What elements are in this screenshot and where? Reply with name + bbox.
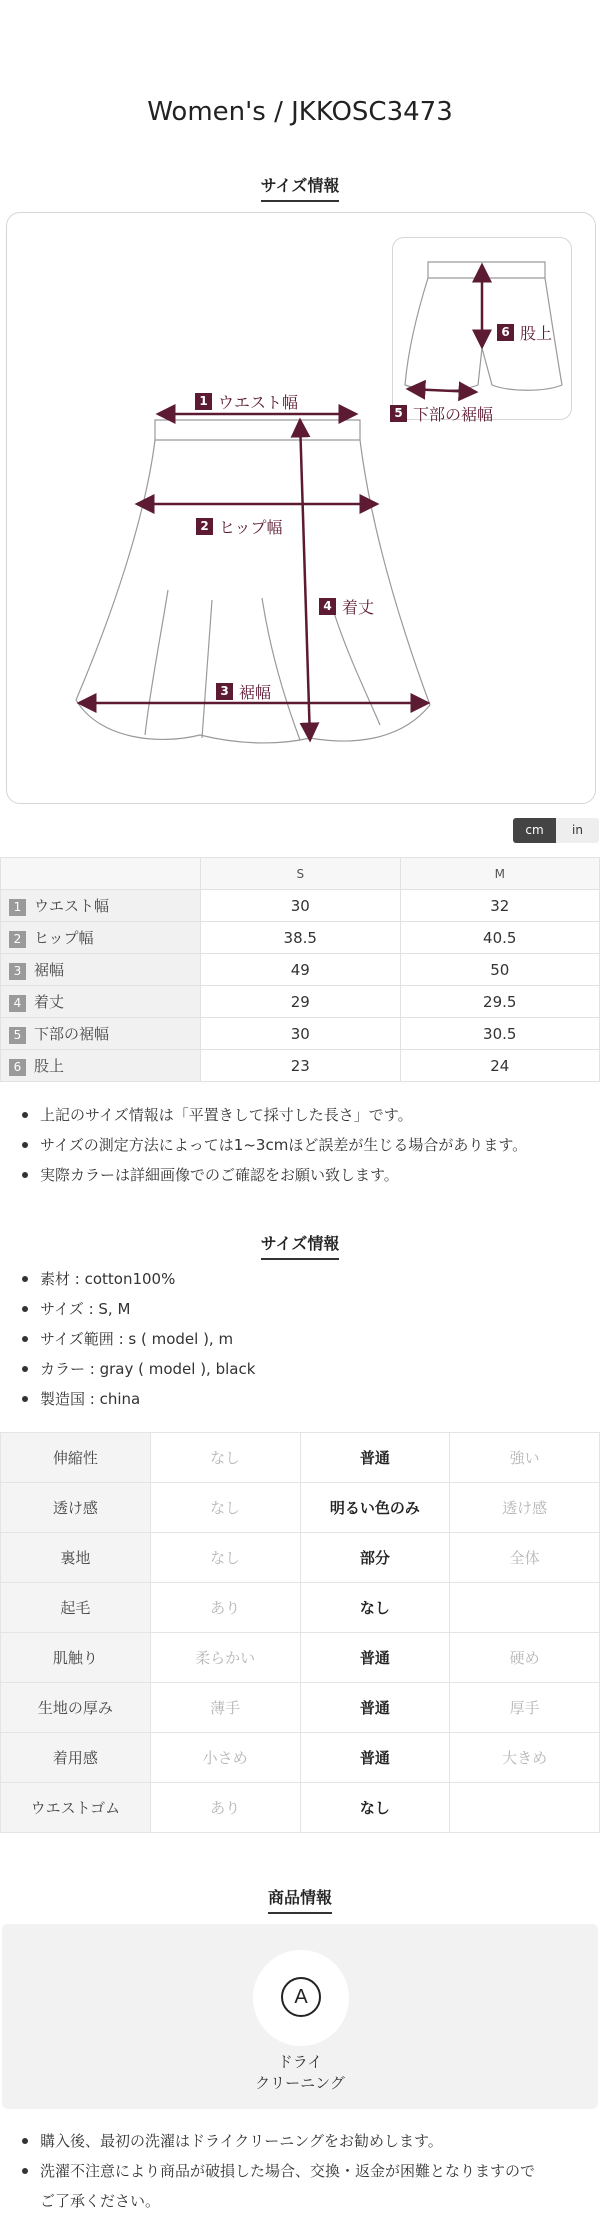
section-heading-product-info	[0, 1885, 600, 1914]
fabric-label: 着用感	[1, 1733, 151, 1783]
row-label-text: 着丈	[34, 993, 65, 1011]
care-label-line1: ドライ	[277, 2053, 323, 2071]
material-notes-list	[18, 1264, 588, 1414]
page-title: Women's / JKKOSC3473	[147, 97, 453, 127]
size-cell: 32	[400, 890, 600, 922]
fabric-option-selected: 部分	[300, 1533, 450, 1583]
fabric-option: 全体	[450, 1533, 600, 1583]
size-header-s: S	[201, 858, 401, 890]
size-cell: 30	[201, 890, 401, 922]
label-rise	[497, 321, 552, 344]
fabric-table	[0, 1432, 600, 1833]
fabric-label: 裏地	[1, 1533, 151, 1583]
label-hem-width	[216, 680, 271, 703]
measure-label: 下部の裾幅	[413, 405, 494, 424]
unit-cm-button[interactable]: cm	[513, 818, 556, 843]
list-item: サイズ範囲 : s ( model ), m	[18, 1324, 588, 1354]
fabric-option: あり	[150, 1783, 300, 1833]
label-lower-hem-width	[390, 402, 493, 425]
label-waist-width	[195, 390, 298, 413]
size-cell: 24	[400, 1050, 600, 1082]
fabric-option: なし	[150, 1433, 300, 1483]
list-item-text: 洗濯不注意により商品が破損した場合、交換・返金が困難となりますので	[40, 2162, 536, 2180]
fabric-option	[450, 1583, 600, 1633]
list-item-text: ご了承ください。	[40, 2192, 161, 2210]
size-notes-list	[18, 1100, 588, 1190]
fabric-option: 強い	[450, 1433, 600, 1483]
fabric-option-selected: 普通	[300, 1733, 450, 1783]
list-item: カラー : gray ( model ), black	[18, 1354, 588, 1384]
fabric-option: 硬め	[450, 1633, 600, 1683]
row-number-badge: 2	[9, 931, 26, 948]
table-row	[1, 1583, 600, 1633]
row-number-badge: 1	[9, 899, 26, 916]
size-cell: 49	[201, 954, 401, 986]
table-row	[1, 1483, 600, 1533]
size-header-blank	[1, 858, 201, 890]
table-row	[1, 1733, 600, 1783]
row-label-text: 裾幅	[34, 961, 65, 979]
care-label-line2: クリーニング	[255, 2074, 345, 2092]
size-cell: 29.5	[400, 986, 600, 1018]
size-cell: 30	[201, 1018, 401, 1050]
table-row	[1, 1633, 600, 1683]
size-cell: 23	[201, 1050, 401, 1082]
row-label	[1, 954, 201, 986]
label-length	[319, 595, 374, 618]
fabric-option: 柔らかい	[150, 1633, 300, 1683]
size-table	[0, 857, 600, 1082]
fabric-option: なし	[150, 1533, 300, 1583]
table-row	[1, 954, 600, 986]
section-heading-label: サイズ情報	[261, 1231, 340, 1260]
row-label	[1, 922, 201, 954]
fabric-option-selected: なし	[300, 1583, 450, 1633]
row-number-badge: 5	[9, 1027, 26, 1044]
row-label	[1, 890, 201, 922]
size-cell: 40.5	[400, 922, 600, 954]
fabric-option-selected: 普通	[300, 1633, 450, 1683]
list-item: サイズ : S, M	[18, 1294, 588, 1324]
list-item	[18, 2156, 588, 2216]
fabric-option: 大きめ	[450, 1733, 600, 1783]
list-item: サイズの測定方法によっては1~3cmほど誤差が生じる場合があります。	[18, 1130, 588, 1160]
fabric-label: 伸縮性	[1, 1433, 151, 1483]
measure-number-badge: 2	[196, 518, 213, 535]
size-table-header	[1, 858, 600, 890]
fabric-option: 小さめ	[150, 1733, 300, 1783]
fabric-option: なし	[150, 1483, 300, 1533]
fabric-option: 薄手	[150, 1683, 300, 1733]
measurement-arrows	[79, 265, 482, 740]
measure-label: 着丈	[342, 598, 375, 617]
size-cell: 38.5	[201, 922, 401, 954]
table-row	[1, 1050, 600, 1082]
list-item: 実際カラーは詳細画像でのご確認をお願い致します。	[18, 1160, 588, 1190]
measure-number-badge: 3	[216, 683, 233, 700]
skirt-diagram	[0, 0, 600, 810]
row-label-text: 下部の裾幅	[34, 1025, 110, 1043]
fabric-option: あり	[150, 1583, 300, 1633]
unit-toggle	[513, 818, 599, 843]
list-item: 上記のサイズ情報は「平置きして採寸した長さ」です。	[18, 1100, 588, 1130]
unit-in-button[interactable]: in	[556, 818, 599, 843]
section-heading-label: 商品情報	[268, 1885, 332, 1914]
label-hip-width	[196, 515, 283, 538]
table-row	[1, 890, 600, 922]
list-item: 購入後、最初の洗濯はドライクリーニングをお勧めします。	[18, 2126, 588, 2156]
table-row	[1, 922, 600, 954]
measure-number-badge: 4	[319, 598, 336, 615]
measure-label: ヒップ幅	[219, 518, 283, 537]
table-row	[1, 1433, 600, 1483]
fabric-option: 厚手	[450, 1683, 600, 1733]
row-number-badge: 6	[9, 1059, 26, 1076]
row-label-text: ヒップ幅	[34, 929, 94, 947]
size-header-m: M	[400, 858, 600, 890]
fabric-option-selected: 普通	[300, 1433, 450, 1483]
fabric-option	[450, 1783, 600, 1833]
size-cell: 29	[201, 986, 401, 1018]
measure-label: ウエスト幅	[218, 393, 299, 412]
fabric-option-selected: 普通	[300, 1683, 450, 1733]
table-row	[1, 1783, 600, 1833]
fabric-option-selected: 明るい色のみ	[300, 1483, 450, 1533]
row-label-text: ウエスト幅	[34, 897, 110, 915]
section-heading-material	[0, 1231, 600, 1260]
fabric-label: ウエストゴム	[1, 1783, 151, 1833]
table-row	[1, 986, 600, 1018]
row-number-badge: 4	[9, 995, 26, 1012]
fabric-option: 透け感	[450, 1483, 600, 1533]
list-item: 素材 : cotton100%	[18, 1264, 588, 1294]
fabric-label: 肌触り	[1, 1633, 151, 1683]
size-cell: 30.5	[400, 1018, 600, 1050]
row-label-text: 股上	[34, 1057, 65, 1075]
care-label	[0, 2052, 600, 2094]
row-label	[1, 1018, 201, 1050]
measure-number-badge: 6	[497, 324, 514, 341]
dry-clean-icon: A	[281, 1977, 321, 2017]
fabric-label: 透け感	[1, 1483, 151, 1533]
measure-number-badge: 5	[390, 405, 407, 422]
fabric-label: 起毛	[1, 1583, 151, 1633]
fabric-option-selected: なし	[300, 1783, 450, 1833]
list-item: 製造国 : china	[18, 1384, 588, 1414]
table-row	[1, 1683, 600, 1733]
table-row	[1, 1018, 600, 1050]
care-notes-list	[18, 2126, 588, 2216]
measure-number-badge: 1	[195, 393, 212, 410]
table-row	[1, 1533, 600, 1583]
row-number-badge: 3	[9, 963, 26, 980]
size-cell: 50	[400, 954, 600, 986]
row-label	[1, 986, 201, 1018]
measure-label: 裾幅	[239, 683, 272, 702]
fabric-label: 生地の厚み	[1, 1683, 151, 1733]
section-heading-label: サイズ情報	[261, 173, 340, 202]
row-label	[1, 1050, 201, 1082]
measure-label: 股上	[520, 324, 553, 343]
